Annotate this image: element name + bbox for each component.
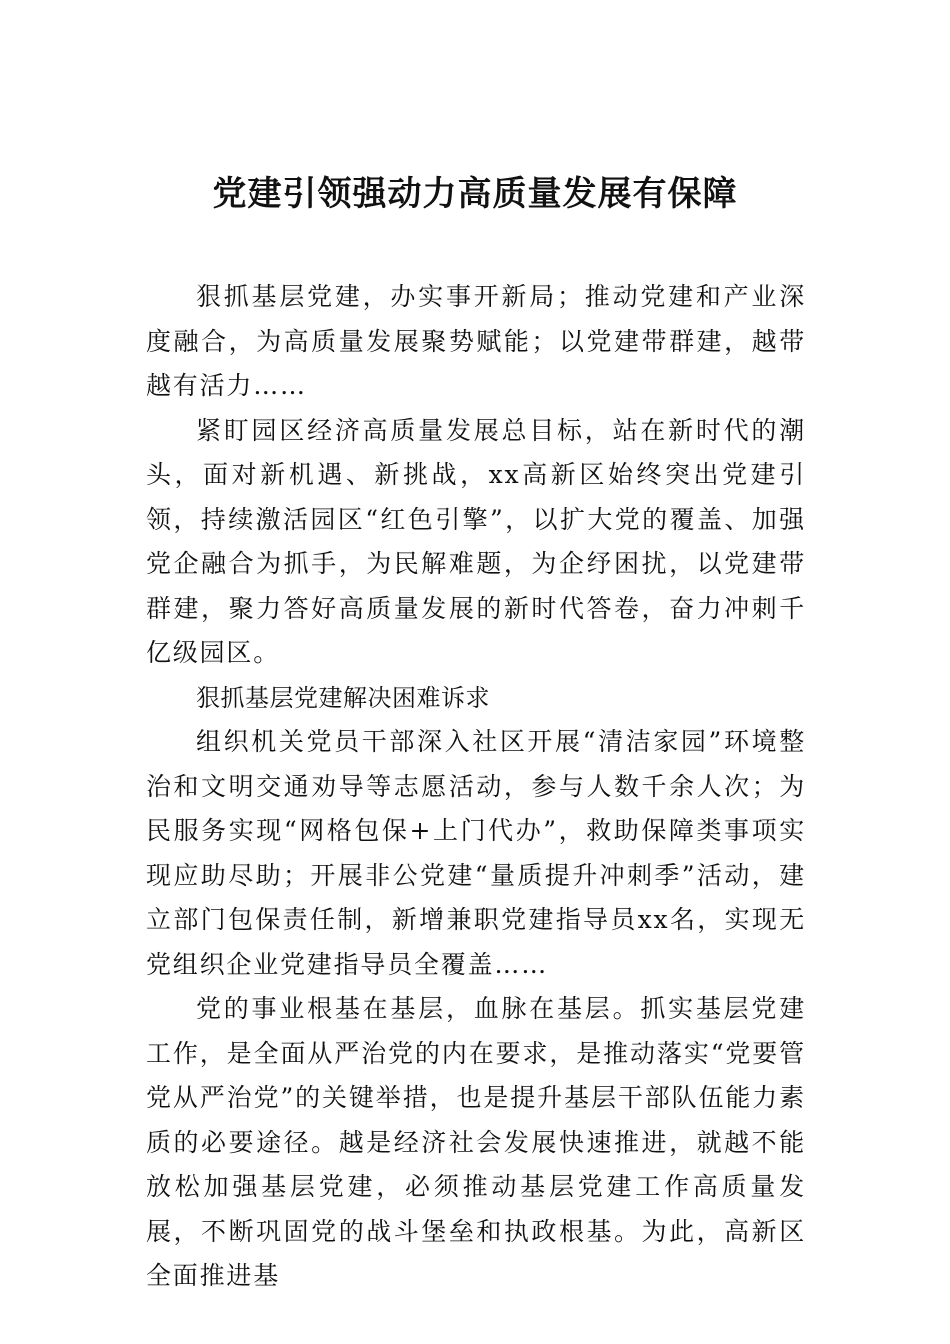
paragraph-section-1: 组织机关党员干部深入社区开展“清洁家园”环境整治和文明交通劝导等志愿活动，参与人数千余人次；为民服务实现“网格包保+上门代办”，救助保障类事项实现应助尽助；开展非公党建“量质提升冲刺季”活动，建立部门包保责任制，新增兼职党建指导员xx名，实现无党组织企业党建指导员全覆盖…… [146,727,806,979]
paragraph-intro: 狠抓基层党建，办实事开新局；推动党建和产业深度融合，为高质量发展聚势赋能；以党建带群建，越带越有活力…… [146,282,806,400]
document-body [146,275,806,1299]
paragraph-section-2: 党的事业根基在基层，血脉在基层。抓实基层党建工作，是全面从严治党的内在要求，是推动落实“党要管党从严治党”的关键举措，也是提升基层干部队伍能力素质的必要途径。越是经济社会发展快速推进，就越不能放松加强基层党建，必须推动基层党建工作高质量发展，不断巩固党的战斗堡垒和执政根基。为此，高新区全面推进基 [146,994,806,1290]
document-title: 党建引领强动力高质量发展有保障 [212,174,738,214]
section-heading: 狠抓基层党建解决困难诉求 [196,683,490,712]
paragraph-overview: 紧盯园区经济高质量发展总目标，站在新时代的潮头，面对新机遇、新挑战，xx高新区始终突出党建引领，持续激活园区“红色引擎”，以扩大党的覆盖、加强党企融合为抓手，为民解难题，为企纾困扰，以党建带群建，聚力答好高质量发展的新时代答卷，奋力冲刺千亿级园区。 [146,415,806,667]
